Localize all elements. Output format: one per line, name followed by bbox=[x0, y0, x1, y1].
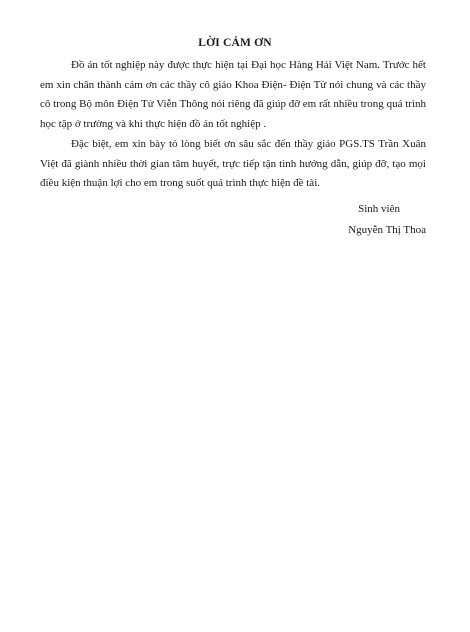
document-body bbox=[40, 56, 426, 194]
signature-role: Sinh viên bbox=[358, 203, 400, 215]
paragraph-1: Đồ án tốt nghiệp này được thực hiện tại Đại học Hàng Hải Việt Nam. Trước hết em xin chân thành cảm ơn các thầy cô giáo Khoa Điện- Điện Tử nói chung và các thầy cô trong Bộ môn Điện Tử Viễn Thông nói riêng đã giúp đỡ em rất nhiều trong quá trình học tập ở trường và khi thực hiện đồ án tốt nghiệp . bbox=[40, 59, 426, 131]
page-title: LỜI CẢM ƠN bbox=[198, 37, 272, 49]
signature-name: Nguyễn Thị Thoa bbox=[348, 224, 426, 236]
paragraph-2: Đặc biệt, em xin bày tỏ lòng biết ơn sâu sắc đến thầy giáo PGS.TS Trần Xuân Việt đã giành nhiều thời gian tâm huyết, trực tiếp tận tình hướng dẫn, giúp đỡ, tạo mọi điều kiện thuận lợi cho em trong suốt quá trình thực hiện đề tài. bbox=[40, 137, 426, 190]
signature-block bbox=[266, 199, 426, 241]
